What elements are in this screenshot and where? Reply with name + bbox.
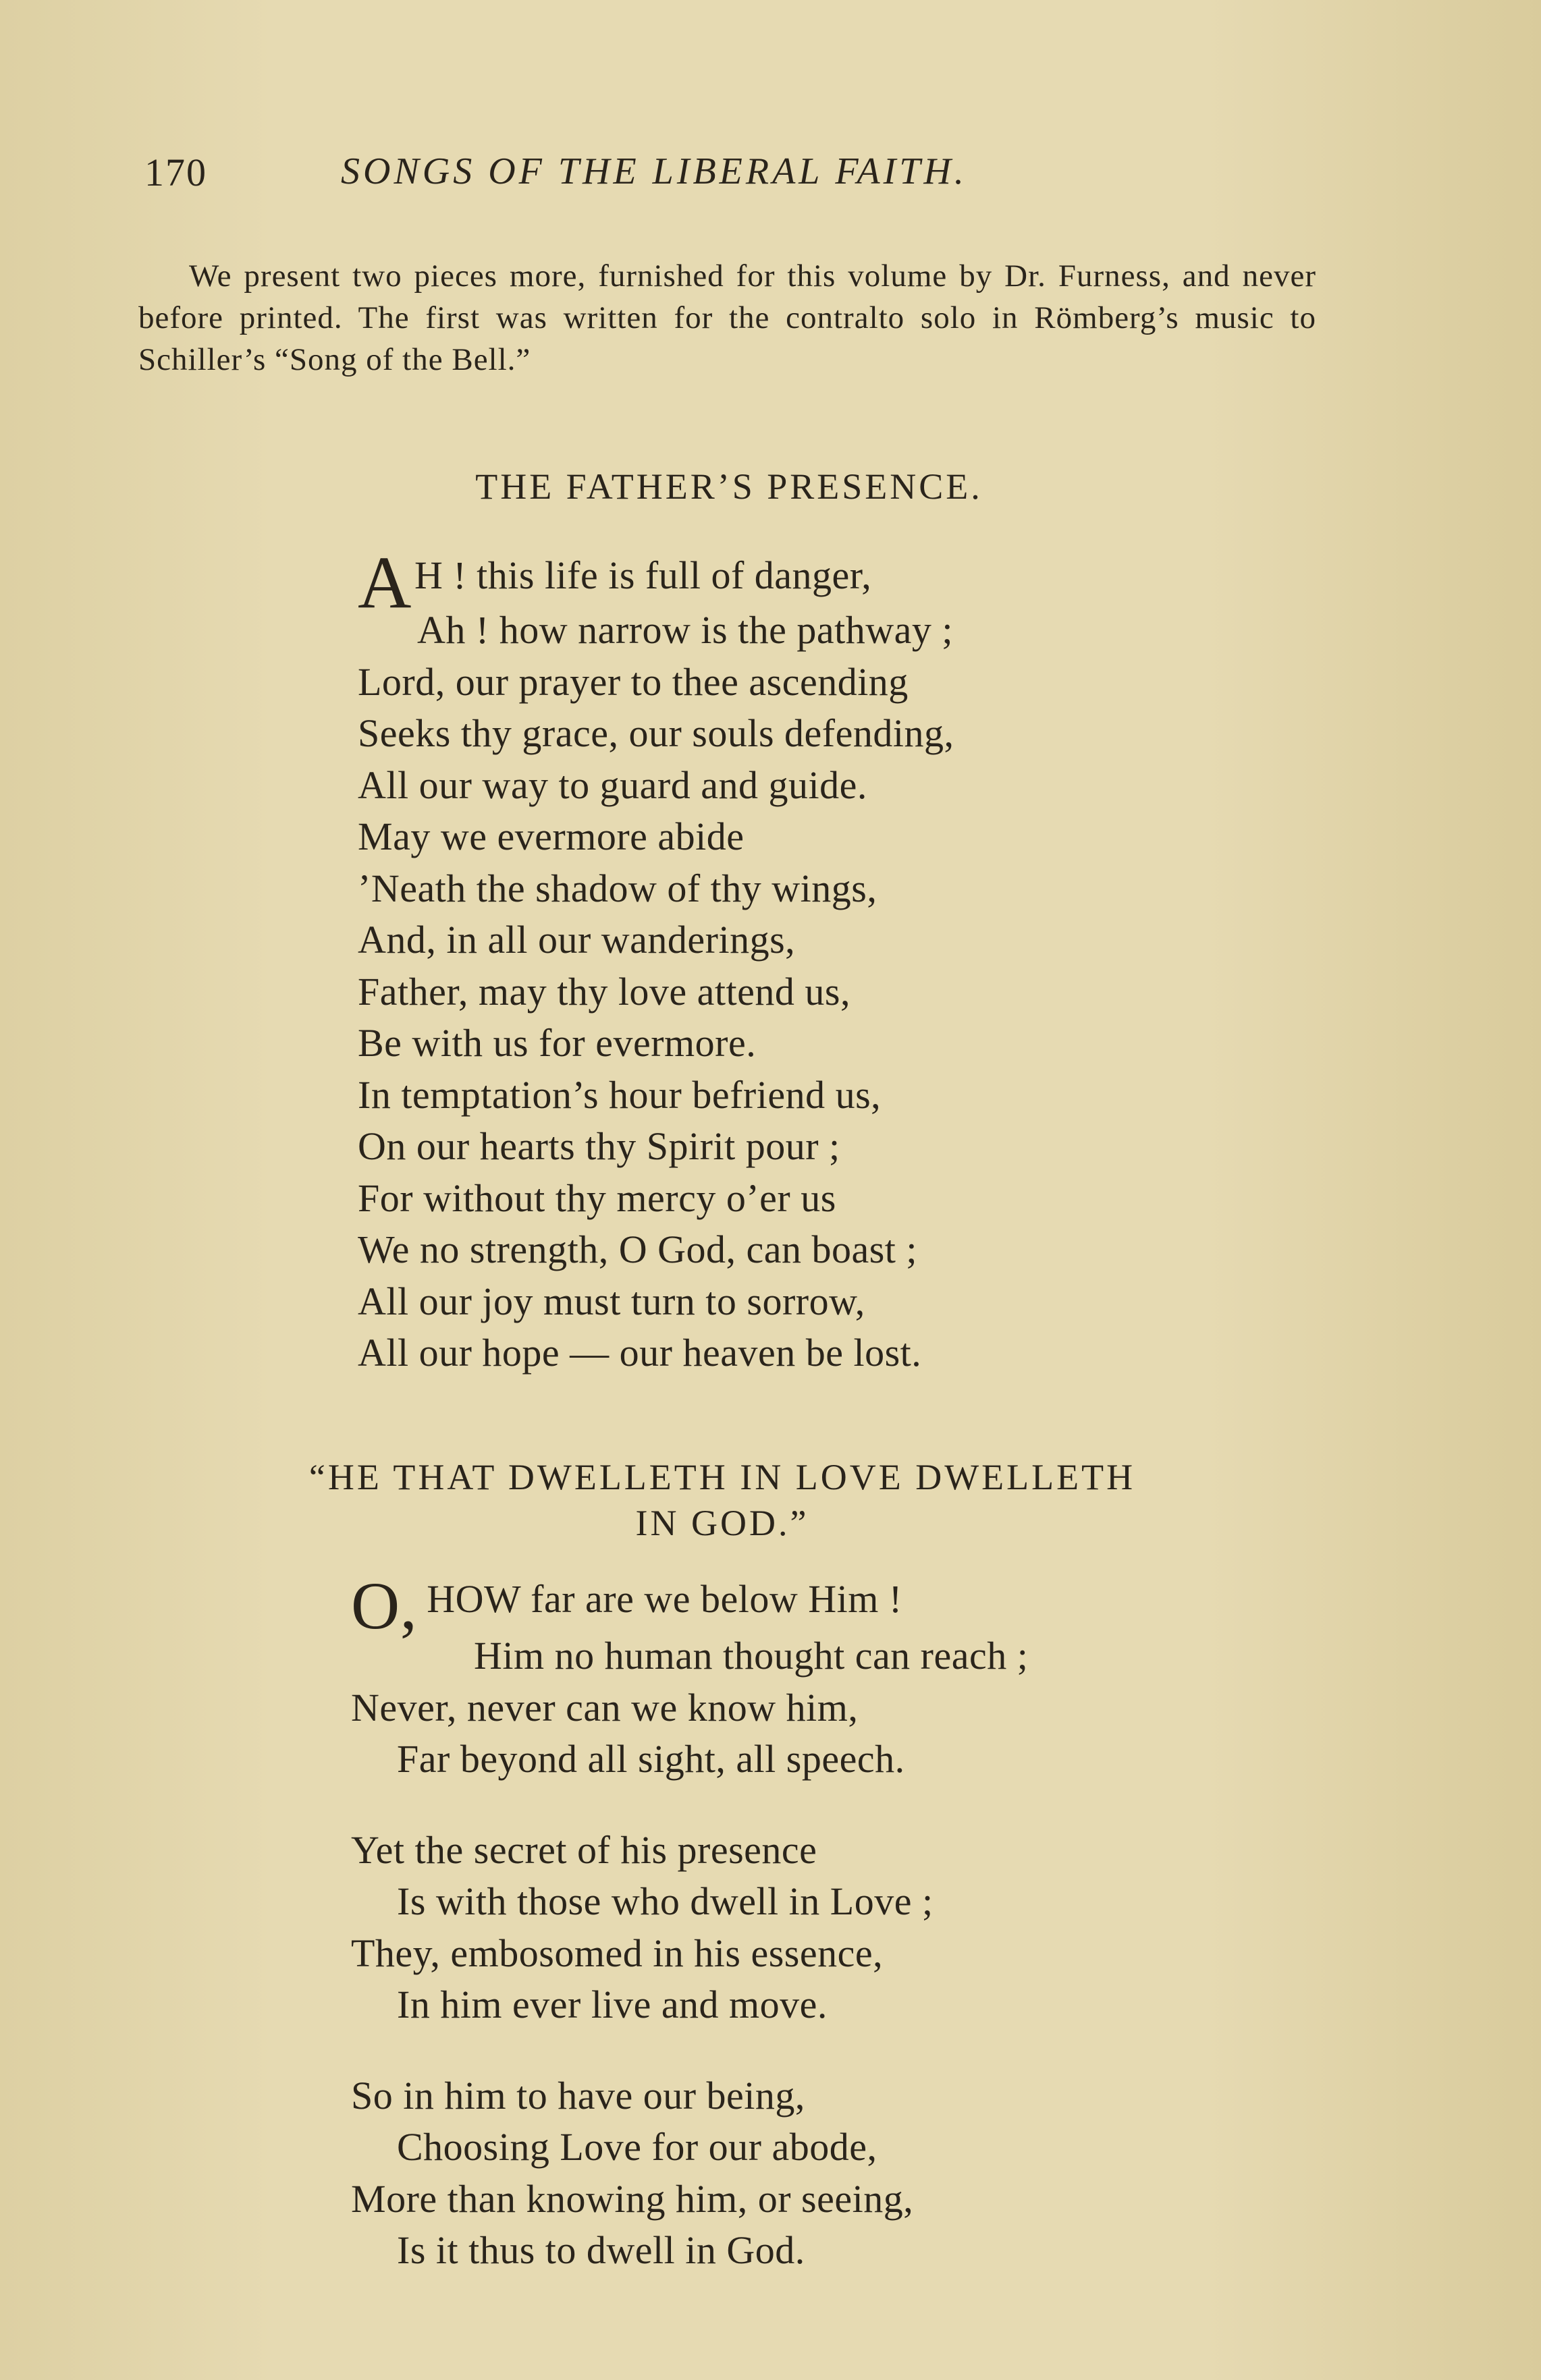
poem-line: On our hearts thy Spirit pour ; — [358, 1124, 840, 1168]
stanza-break — [351, 2031, 1028, 2070]
poem-line: All our joy must turn to sorrow, — [358, 1279, 865, 1323]
poem-title-line-1: “HE THAT DWELLETH IN LOVE DWELLETH — [308, 1457, 1136, 1497]
poem-line: All our hope — our heaven be lost. — [358, 1331, 922, 1375]
poem-line: Him no human thought can reach ; — [474, 1634, 1029, 1678]
drop-cap: O, — [351, 1568, 418, 1643]
poem-line: So in him to have our being, — [351, 2073, 805, 2118]
poem-line: Choosing Love for our abode, — [397, 2125, 877, 2169]
poem-line: Yet the secret of his presence — [351, 1827, 817, 1872]
poem-line: More than knowing him, or seeing, — [351, 2176, 914, 2221]
poem-line: Be with us for evermore. — [358, 1021, 757, 1065]
drop-cap: A — [358, 541, 412, 624]
poem-line — [351, 1568, 1028, 1643]
poem-line: In temptation’s hour befriend us, — [358, 1072, 882, 1117]
running-head — [0, 150, 1541, 204]
poem-title-dwelleth-in-love — [169, 1454, 1276, 1546]
intro-paragraph — [138, 255, 1316, 381]
poem-line: We no strength, O God, can boast ; — [358, 1227, 917, 1271]
poem-line: Is it thus to dwell in God. — [397, 2228, 805, 2272]
poem-line: And, in all our wanderings, — [358, 918, 796, 962]
intro-text: We present two pieces more, furnished for this volume by Dr. Furness, and never before printed. The first was written for the contralto solo in Römberg’s music to Schiller’s “Song of the Bell.” — [138, 258, 1316, 377]
poem-line: All our way to guard and guide. — [358, 763, 867, 807]
first-line-text: HOW far are we below Him ! — [427, 1577, 902, 1621]
poem-line: Ah ! how narrow is the pathway ; — [417, 608, 953, 652]
poem-line: Lord, our prayer to thee ascending — [358, 659, 909, 704]
poem-line: Seeks thy grace, our souls defending, — [358, 711, 954, 755]
poem-line: Father, may thy love attend us, — [358, 969, 850, 1014]
poem-line: Is with those who dwell in Love ; — [397, 1879, 934, 1923]
poem-line — [358, 541, 954, 624]
page-number: 170 — [144, 150, 207, 194]
poem-line: Far beyond all sight, all speech. — [397, 1737, 905, 1781]
poem-dwelleth-in-love — [351, 1568, 1029, 2277]
poem-title-fathers-presence: THE FATHER’S PRESENCE. — [475, 466, 983, 507]
stanza-break — [351, 1786, 1028, 1825]
first-line-text: H ! this life is full of danger, — [414, 553, 872, 597]
running-title: SONGS OF THE LIBERAL FAITH. — [341, 150, 967, 192]
poem-line: ’Neath the shadow of thy wings, — [358, 866, 877, 910]
poem-fathers-presence — [358, 541, 954, 1379]
poem-line: May we evermore abide — [358, 814, 745, 858]
poem-line: They, embosomed in his essence, — [351, 1931, 884, 1975]
poem-title-line-2: IN GOD.” — [635, 1503, 809, 1543]
poem-line: For without thy mercy o’er us — [358, 1175, 836, 1220]
poem-line: Never, never can we know him, — [351, 1685, 859, 1729]
poem-line: In him ever live and move. — [397, 1983, 828, 2026]
